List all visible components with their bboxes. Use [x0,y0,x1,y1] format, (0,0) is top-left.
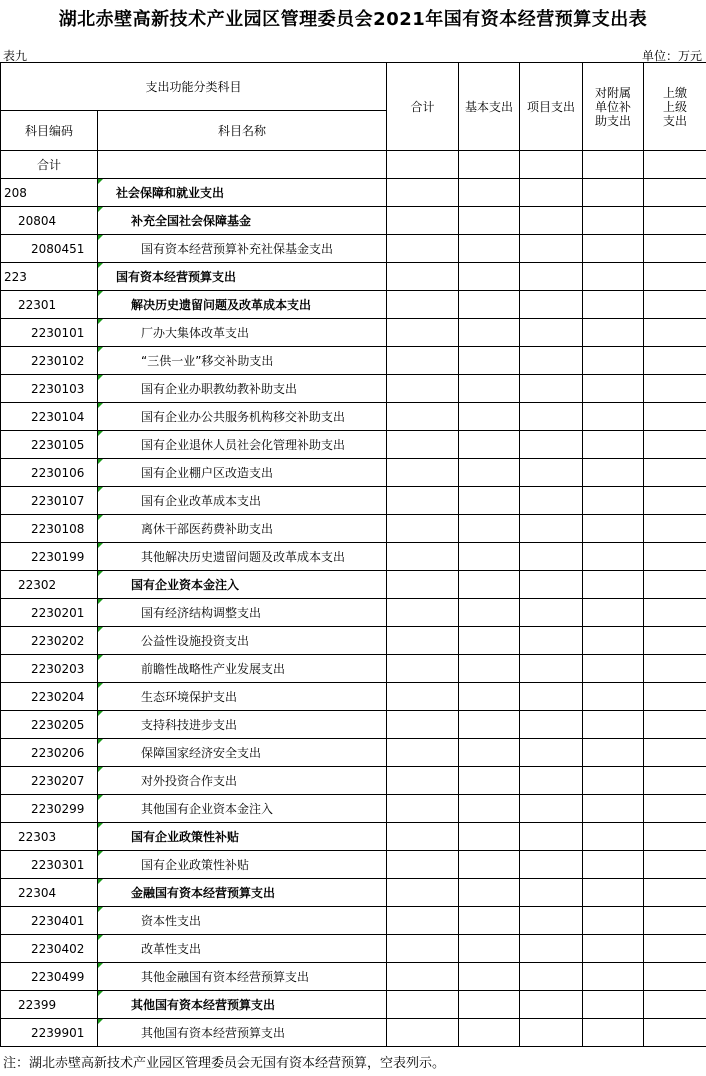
subject-code: 2230299 [1,795,98,823]
table-row [1,683,706,711]
subject-name: 国有企业政策性补贴 [141,858,250,872]
amount-cell [459,823,520,851]
table-row [1,963,706,991]
table-row [1,851,706,879]
cell-comment-marker-icon [98,263,103,268]
amount-cell [520,879,583,907]
subject-code: 2230105 [1,431,98,459]
table-row [1,263,706,291]
page-title: 湖北赤壁高新技术产业园区管理委员会2021年国有资本经营预算支出表 [58,9,648,30]
amount-cell [387,235,459,263]
amount-cell [644,431,706,459]
subject-name: 前瞻性战略性产业发展支出 [141,662,286,676]
subject-name: 其他国有资本经营预算支出 [141,1026,286,1040]
amount-cell [520,963,583,991]
amount-cell [583,879,644,907]
amount-cell [387,907,459,935]
amount-cell [644,711,706,739]
amount-cell [387,571,459,599]
amount-cell [459,767,520,795]
amount-cell [583,963,644,991]
amount-cell [520,627,583,655]
table-row [1,543,706,571]
subject-code: 2230103 [1,375,98,403]
amount-cell [644,1019,706,1047]
amount-cell [644,739,706,767]
amount-cell [520,403,583,431]
amount-cell [583,459,644,487]
cell-comment-marker-icon [98,823,103,828]
footnote: 注：湖北赤壁高新技术产业园区管理委员会无国有资本经营预算，空表列示。 [3,1056,446,1071]
amount-cell [459,627,520,655]
amount-cell [520,291,583,319]
subject-code: 22303 [1,823,98,851]
amount-cell [387,319,459,347]
subject-code: 2230102 [1,347,98,375]
cell-comment-marker-icon [98,991,103,996]
cell-comment-marker-icon [98,207,103,212]
cell-comment-marker-icon [98,403,103,408]
subject-code: 2230205 [1,711,98,739]
amount-cell [644,683,706,711]
table-row [1,907,706,935]
amount-cell [459,291,520,319]
amount-cell [583,907,644,935]
subject-name: 厂办大集体改革支出 [141,326,250,340]
subject-code: 2230206 [1,739,98,767]
amount-cell [520,851,583,879]
amount-cell [644,935,706,963]
amount-cell [459,739,520,767]
amount-cell [520,375,583,403]
name-column-header: 科目名称 [98,111,387,151]
subject-name: 其他金融国有资本经营预算支出 [141,970,310,984]
subject-name: 国有企业政策性补贴 [131,830,240,844]
amount-cell [387,179,459,207]
amount-cell [520,711,583,739]
subject-name: 其他国有资本经营预算支出 [131,998,276,1012]
cell-comment-marker-icon [98,319,103,324]
cell-comment-marker-icon [98,515,103,520]
amount-cell [583,319,644,347]
amount-cell [520,991,583,1019]
amount-cell [520,235,583,263]
subject-name: 生态环境保护支出 [141,690,238,704]
amount-cell [583,599,644,627]
amount-cell [387,879,459,907]
amount-cell [387,627,459,655]
amount-cell [459,599,520,627]
subject-name: 国有企业办公共服务机构移交补助支出 [141,410,346,424]
project-column-header: 项目支出 [520,63,583,151]
amount-cell [520,935,583,963]
amount-cell [459,487,520,515]
amount-cell [520,739,583,767]
amount-cell [520,347,583,375]
cell-comment-marker-icon [98,487,103,492]
subject-name: 国有企业退休人员社会化管理补助支出 [141,438,346,452]
cell-comment-marker-icon [98,179,103,184]
amount-cell [644,319,706,347]
cell-comment-marker-icon [98,739,103,744]
amount-cell [387,767,459,795]
amount-cell [387,515,459,543]
amount-cell [644,207,706,235]
subject-name: 金融国有资本经营预算支出 [131,886,276,900]
cell-comment-marker-icon [98,711,103,716]
subject-name: 资本性支出 [141,914,202,928]
amount-cell [644,991,706,1019]
table-row [1,515,706,543]
amount-cell [520,487,583,515]
amount-cell [459,347,520,375]
amount-cell [520,459,583,487]
amount-cell [583,767,644,795]
amount-cell [387,739,459,767]
amount-cell [583,403,644,431]
amount-cell [459,655,520,683]
amount-cell [644,879,706,907]
amount-cell [459,907,520,935]
total-row [1,151,706,179]
subject-code: 208 [1,179,98,207]
cell-comment-marker-icon [98,879,103,884]
subject-code: 2080451 [1,235,98,263]
subject-name: 国有企业资本金注入 [131,578,240,592]
table-row [1,599,706,627]
subject-code: 22301 [1,291,98,319]
subject-name: 保障国家经济安全支出 [141,746,262,760]
amount-cell [520,907,583,935]
table-row [1,991,706,1019]
cell-comment-marker-icon [98,235,103,240]
amount-cell [583,571,644,599]
amount-cell [583,991,644,1019]
subject-name: 国有资本经营预算补充社保基金支出 [141,242,334,256]
amount-cell [644,459,706,487]
subject-name: 社会保障和就业支出 [116,186,225,200]
cell-comment-marker-icon [98,459,103,464]
subject-code: 2230201 [1,599,98,627]
subsidy-column-header: 对附属单位补助支出 [583,63,644,151]
amount-cell [583,375,644,403]
amount-cell [387,823,459,851]
amount-cell [387,935,459,963]
amount-cell [644,263,706,291]
amount-cell [644,907,706,935]
cell-comment-marker-icon [98,599,103,604]
amount-cell [583,263,644,291]
amount-cell [459,963,520,991]
table-row [1,739,706,767]
amount-cell [387,291,459,319]
amount-cell [459,207,520,235]
amount-cell [387,795,459,823]
table-row [1,291,706,319]
table-row [1,459,706,487]
amount-cell [583,291,644,319]
amount-cell [387,711,459,739]
cell-comment-marker-icon [98,767,103,772]
amount-cell [644,655,706,683]
table-row [1,1019,706,1047]
amount-cell [459,235,520,263]
amount-cell [459,711,520,739]
amount-cell [387,683,459,711]
cell-comment-marker-icon [98,907,103,912]
table-row [1,795,706,823]
amount-cell [387,1019,459,1047]
subject-code: 2230104 [1,403,98,431]
basic-column-header: 基本支出 [459,63,520,151]
subject-name: 国有企业棚户区改造支出 [141,466,274,480]
table-row [1,403,706,431]
amount-cell [459,403,520,431]
subject-code: 2230301 [1,851,98,879]
amount-cell [520,431,583,459]
table-row [1,879,706,907]
cell-comment-marker-icon [98,683,103,688]
amount-cell [387,963,459,991]
subject-code: 2230499 [1,963,98,991]
amount-cell [644,963,706,991]
amount-cell [644,627,706,655]
amount-cell [387,851,459,879]
amount-cell [459,571,520,599]
cell-comment-marker-icon [98,543,103,548]
subject-name: 解决历史遗留问题及改革成本支出 [131,298,312,312]
amount-cell [520,319,583,347]
amount-cell [583,683,644,711]
table-row [1,179,706,207]
subject-name: 改革性支出 [141,942,202,956]
amount-cell [520,543,583,571]
amount-cell [644,795,706,823]
amount-cell [387,207,459,235]
table-row [1,823,706,851]
subject-code: 22304 [1,879,98,907]
subject-code: 2230202 [1,627,98,655]
amount-cell [387,655,459,683]
subject-code: 2230199 [1,543,98,571]
amount-cell [644,403,706,431]
amount-cell [459,459,520,487]
cell-comment-marker-icon [98,795,103,800]
subject-name: 离休干部医药费补助支出 [141,522,274,536]
total-row-label: 合计 [1,151,98,179]
subject-code: 2230107 [1,487,98,515]
subject-name: “三供一业”移交补助支出 [141,354,274,368]
amount-cell [583,543,644,571]
cell-comment-marker-icon [98,347,103,352]
amount-cell [520,571,583,599]
table-row [1,711,706,739]
amount-cell [520,207,583,235]
table-row [1,207,706,235]
amount-cell [520,655,583,683]
cell-comment-marker-icon [98,963,103,968]
subject-code: 2230204 [1,683,98,711]
amount-cell [583,935,644,963]
subject-name: 支持科技进步支出 [141,718,238,732]
amount-cell [459,991,520,1019]
amount-cell [644,515,706,543]
upper-column-header: 上缴上级支出 [644,63,706,151]
amount-cell [583,1019,644,1047]
amount-cell [459,543,520,571]
subject-name: 国有经济结构调整支出 [141,606,262,620]
amount-cell [644,767,706,795]
amount-cell [387,403,459,431]
amount-cell [583,851,644,879]
subject-code: 223 [1,263,98,291]
table-row [1,627,706,655]
code-column-header: 科目编码 [1,111,98,151]
amount-cell [583,487,644,515]
amount-cell [520,1019,583,1047]
unit-label: 单位：万元 [641,49,702,63]
subject-code: 22399 [1,991,98,1019]
budget-table [0,62,706,1047]
subject-name: 国有企业办职教幼教补助支出 [141,382,298,396]
amount-cell [583,795,644,823]
amount-cell [459,319,520,347]
table-row [1,935,706,963]
cell-comment-marker-icon [98,851,103,856]
amount-cell [459,795,520,823]
cell-comment-marker-icon [98,627,103,632]
subject-code: 2230101 [1,319,98,347]
subject-code: 2230108 [1,515,98,543]
amount-cell [644,291,706,319]
subject-name: 国有资本经营预算支出 [116,270,237,284]
total-column-header: 合计 [387,63,459,151]
table-row [1,767,706,795]
amount-cell [520,515,583,543]
amount-cell [459,879,520,907]
subject-code: 2230402 [1,935,98,963]
amount-cell [644,823,706,851]
table-row [1,487,706,515]
subject-name: 补充全国社会保障基金 [131,214,252,228]
amount-cell [583,235,644,263]
subject-code: 2230401 [1,907,98,935]
amount-cell [387,487,459,515]
cell-comment-marker-icon [98,571,103,576]
amount-cell [387,375,459,403]
cell-comment-marker-icon [98,375,103,380]
amount-cell [583,431,644,459]
amount-cell [459,179,520,207]
amount-cell [387,431,459,459]
amount-cell [583,739,644,767]
amount-cell [583,347,644,375]
cell-comment-marker-icon [98,935,103,940]
cell-comment-marker-icon [98,431,103,436]
amount-cell [644,375,706,403]
amount-cell [520,683,583,711]
amount-cell [387,991,459,1019]
subject-name: 其他解决历史遗留问题及改革成本支出 [141,550,346,564]
subject-code: 20804 [1,207,98,235]
amount-cell [644,235,706,263]
amount-cell [387,459,459,487]
amount-cell [387,263,459,291]
amount-cell [520,263,583,291]
amount-cell [387,543,459,571]
amount-cell [644,851,706,879]
amount-cell [520,823,583,851]
subject-name: 对外投资合作支出 [141,774,238,788]
amount-cell [644,571,706,599]
cell-comment-marker-icon [98,655,103,660]
amount-cell [583,627,644,655]
amount-cell [583,179,644,207]
amount-cell [644,599,706,627]
cell-comment-marker-icon [98,1019,103,1024]
table-row [1,655,706,683]
amount-cell [583,823,644,851]
amount-cell [644,347,706,375]
amount-cell [459,431,520,459]
table-row [1,431,706,459]
amount-cell [644,179,706,207]
amount-cell [520,795,583,823]
amount-cell [520,767,583,795]
subject-code: 2230207 [1,767,98,795]
table-row [1,319,706,347]
table-row [1,375,706,403]
amount-cell [583,207,644,235]
subject-name: 公益性设施投资支出 [141,634,250,648]
amount-cell [387,599,459,627]
amount-cell [459,263,520,291]
amount-cell [583,655,644,683]
amount-cell [644,543,706,571]
subject-code: 22302 [1,571,98,599]
amount-cell [644,487,706,515]
amount-cell [583,515,644,543]
amount-cell [520,179,583,207]
amount-cell [583,711,644,739]
amount-cell [520,599,583,627]
amount-cell [459,935,520,963]
table-row [1,235,706,263]
table-row [1,347,706,375]
table-row [1,571,706,599]
subject-code: 2230203 [1,655,98,683]
subject-code: 2239901 [1,1019,98,1047]
amount-cell [459,375,520,403]
amount-cell [459,515,520,543]
subject-code: 2230106 [1,459,98,487]
amount-cell [459,851,520,879]
cell-comment-marker-icon [98,291,103,296]
subject-name: 其他国有企业资本金注入 [141,802,274,816]
amount-cell [387,347,459,375]
subject-name: 国有企业改革成本支出 [141,494,262,508]
amount-cell [459,1019,520,1047]
amount-cell [459,683,520,711]
category-group-header: 支出功能分类科目 [1,63,387,111]
table-number: 表九 [3,49,28,63]
